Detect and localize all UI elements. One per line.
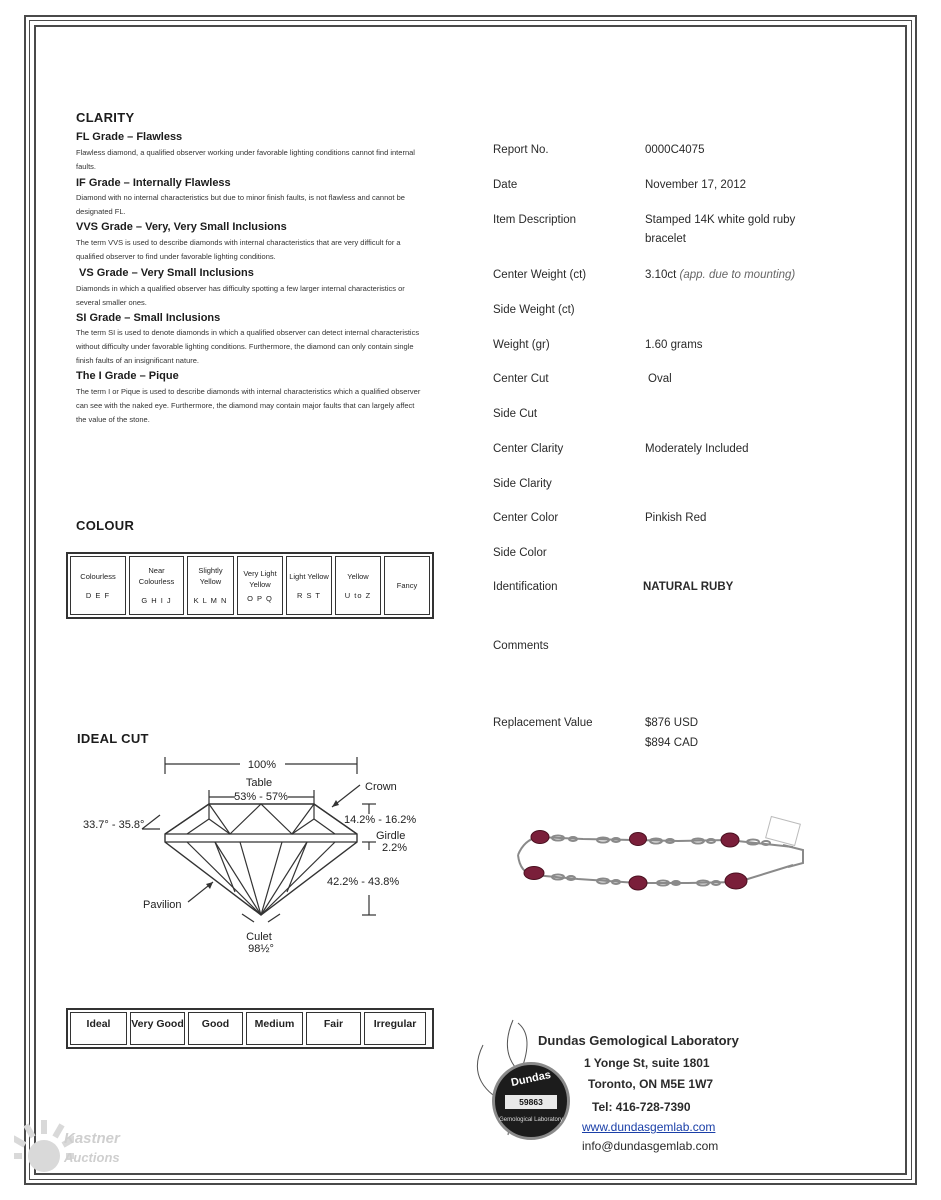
- diagram-crown-height: 14.2% - 16.2%: [344, 814, 417, 826]
- clarity-grade-title: SI Grade – Small Inclusions: [76, 312, 221, 324]
- cut-grade-scale: [66, 1008, 434, 1049]
- colour-cell: [335, 556, 381, 615]
- colour-cell: [129, 556, 184, 615]
- report-no-value: 0000C4075: [645, 144, 705, 156]
- cut-grade-cell: Very Good: [130, 1012, 185, 1045]
- center-weight-note: (app. due to mounting): [679, 269, 796, 281]
- item-description-value: Stamped 14K white gold ruby bracelet: [645, 214, 796, 245]
- center-cut-label: Center Cut: [493, 373, 549, 385]
- colour-cell-letters: G H I J: [141, 596, 172, 605]
- colour-cell: [237, 556, 283, 615]
- center-cut-value: Oval: [648, 373, 672, 385]
- colour-cell-letters: U to Z: [344, 590, 372, 600]
- colour-cell-letters: R S T: [296, 590, 322, 600]
- side-clarity-label: Side Clarity: [493, 478, 552, 490]
- colour-cell-letters: D E F: [85, 590, 111, 600]
- cut-grade-cell: Irregular: [364, 1012, 426, 1045]
- colour-cell-label: Slightly Yellow: [198, 566, 223, 586]
- clarity-grade-desc: Flawless diamond, a qualified observer working under favorable lighting conditions cannot find internal faults.: [76, 148, 415, 171]
- clarity-grade-desc: Diamond with no internal characteristics but due to minor finish faults, is not flawless and cannot be designated FL.: [76, 193, 405, 216]
- colour-scale: [66, 552, 434, 619]
- clarity-grade-title: The I Grade – Pique: [76, 370, 179, 382]
- clarity-grade-desc: The term VVS is used to describe diamonds with internal characteristics that are very difficult for a qualified observer to find under favorable lighting conditions.: [76, 238, 401, 261]
- clarity-title: CLARITY: [76, 110, 135, 125]
- colour-cell-label: Fancy: [396, 581, 418, 590]
- colour-cell: [384, 556, 430, 615]
- colour-cell-letters: O P Q: [247, 593, 273, 603]
- center-clarity-value: Moderately Included: [645, 443, 749, 455]
- clarity-grade-desc: The term I or Pique is used to describe diamonds with internal characteristics which a qualified observer can see with the naked eye. Furthermore, the diamond may contain major faults that can largely affect the value of the stone.: [76, 387, 421, 424]
- colour-cell-label: Yellow: [347, 571, 369, 581]
- seal-subtitle: Gemological Laboratory: [499, 1117, 563, 1123]
- identification-value: NATURAL RUBY: [643, 581, 734, 593]
- weight-gr-value: 1.60 grams: [645, 339, 703, 351]
- replacement-value-usd: $876 USD: [645, 717, 699, 729]
- diagram-culet-label: Culet: [246, 931, 272, 943]
- clarity-grade-desc: The term SI is used to denote diamonds in which a qualified observer can detect internal characteristics without difficulty under favorable lighting conditions. Furthermore, the diamond can only contain single finish faults of an insignificant nature.: [76, 328, 420, 365]
- identification-label: Identification: [493, 581, 558, 593]
- seal-name: Dundas: [510, 1068, 552, 1090]
- lab-name: Dundas Gemological Laboratory: [538, 1033, 739, 1048]
- side-cut-label: Side Cut: [493, 408, 538, 420]
- colour-title: COLOUR: [76, 518, 135, 533]
- center-weight-value: [645, 266, 795, 285]
- lab-website-link[interactable]: www.dundasgemlab.com: [582, 1120, 716, 1134]
- diagram-table-label: Table: [245, 777, 273, 789]
- report-no-label: Report No.: [493, 144, 549, 156]
- replacement-value-label: Replacement Value: [493, 717, 593, 729]
- center-color-label: Center Color: [493, 512, 559, 524]
- lab-seal: [492, 1062, 570, 1140]
- colour-cell: [286, 556, 332, 615]
- replacement-value-cad: $894 CAD: [645, 737, 699, 749]
- bracelet-photo: [498, 815, 818, 900]
- watermark-line2: Auctions: [64, 1150, 120, 1165]
- item-description-label: Item Description: [493, 214, 577, 226]
- side-color-label: Side Color: [493, 547, 547, 559]
- auction-watermark: [14, 1118, 134, 1190]
- lab-phone: Tel: 416-728-7390: [592, 1100, 691, 1114]
- weight-gr-label: Weight (gr): [493, 339, 550, 351]
- center-color-value: Pinkish Red: [645, 512, 707, 524]
- colour-cell-label: Light Yellow: [289, 571, 329, 581]
- center-weight-amount: 3.10ct: [645, 269, 677, 281]
- comments-label: Comments: [493, 640, 549, 652]
- diagram-total: 100%: [247, 759, 277, 771]
- colour-cell-label: Near Colourless: [138, 566, 175, 586]
- colour-cell: [70, 556, 126, 615]
- diagram-pavilion-depth: 42.2% - 43.8%: [327, 876, 400, 888]
- diagram-pavilion-label: Pavilion: [143, 899, 182, 911]
- date-value: November 17, 2012: [645, 179, 747, 191]
- date-label: Date: [493, 179, 518, 191]
- clarity-grade-title: VS Grade – Very Small Inclusions: [79, 267, 254, 279]
- lab-address-line1: 1 Yonge St, suite 1801: [584, 1056, 710, 1070]
- cut-grade-cell: Ideal: [70, 1012, 127, 1045]
- side-weight-label: Side Weight (ct): [493, 304, 575, 316]
- lab-email: info@dundasgemlab.com: [582, 1139, 719, 1153]
- colour-cell-letters: K L M N: [193, 596, 228, 605]
- diagram-crown-label: Crown: [365, 781, 397, 793]
- lab-address-line2: Toronto, ON M5E 1W7: [588, 1077, 714, 1091]
- clarity-grade-title: FL Grade – Flawless: [76, 131, 183, 143]
- colour-cell-label: Colourless: [80, 571, 116, 581]
- center-clarity-label: Center Clarity: [493, 443, 564, 455]
- cut-grade-cell: Fair: [306, 1012, 361, 1045]
- seal-number: 59863: [505, 1095, 557, 1109]
- colour-cell-label: Very Light Yellow: [243, 568, 277, 589]
- colour-cell: [187, 556, 234, 615]
- ideal-cut-title: IDEAL CUT: [77, 731, 149, 746]
- center-weight-label: Center Weight (ct): [493, 269, 587, 281]
- clarity-grade-title: VVS Grade – Very, Very Small Inclusions: [76, 221, 287, 233]
- diamond-diagram: [70, 752, 430, 957]
- diagram-culet-angle: 98½°: [248, 943, 274, 955]
- watermark-line1: Kastner: [64, 1130, 120, 1147]
- clarity-grade-desc: Diamonds in which a qualified observer has difficulty spotting a few larger internal characteristics or several smaller ones.: [76, 284, 405, 307]
- diagram-crown-angle: 33.7° - 35.8°: [83, 819, 145, 831]
- diagram-table-range: 53% - 57%: [234, 791, 288, 803]
- diagram-girdle-label: Girdle: [376, 830, 406, 842]
- cut-grade-cell: Medium: [246, 1012, 303, 1045]
- cut-grade-cell: Good: [188, 1012, 243, 1045]
- diagram-girdle-value: 2.2%: [382, 842, 408, 854]
- clarity-grade-title: IF Grade – Internally Flawless: [76, 177, 231, 189]
